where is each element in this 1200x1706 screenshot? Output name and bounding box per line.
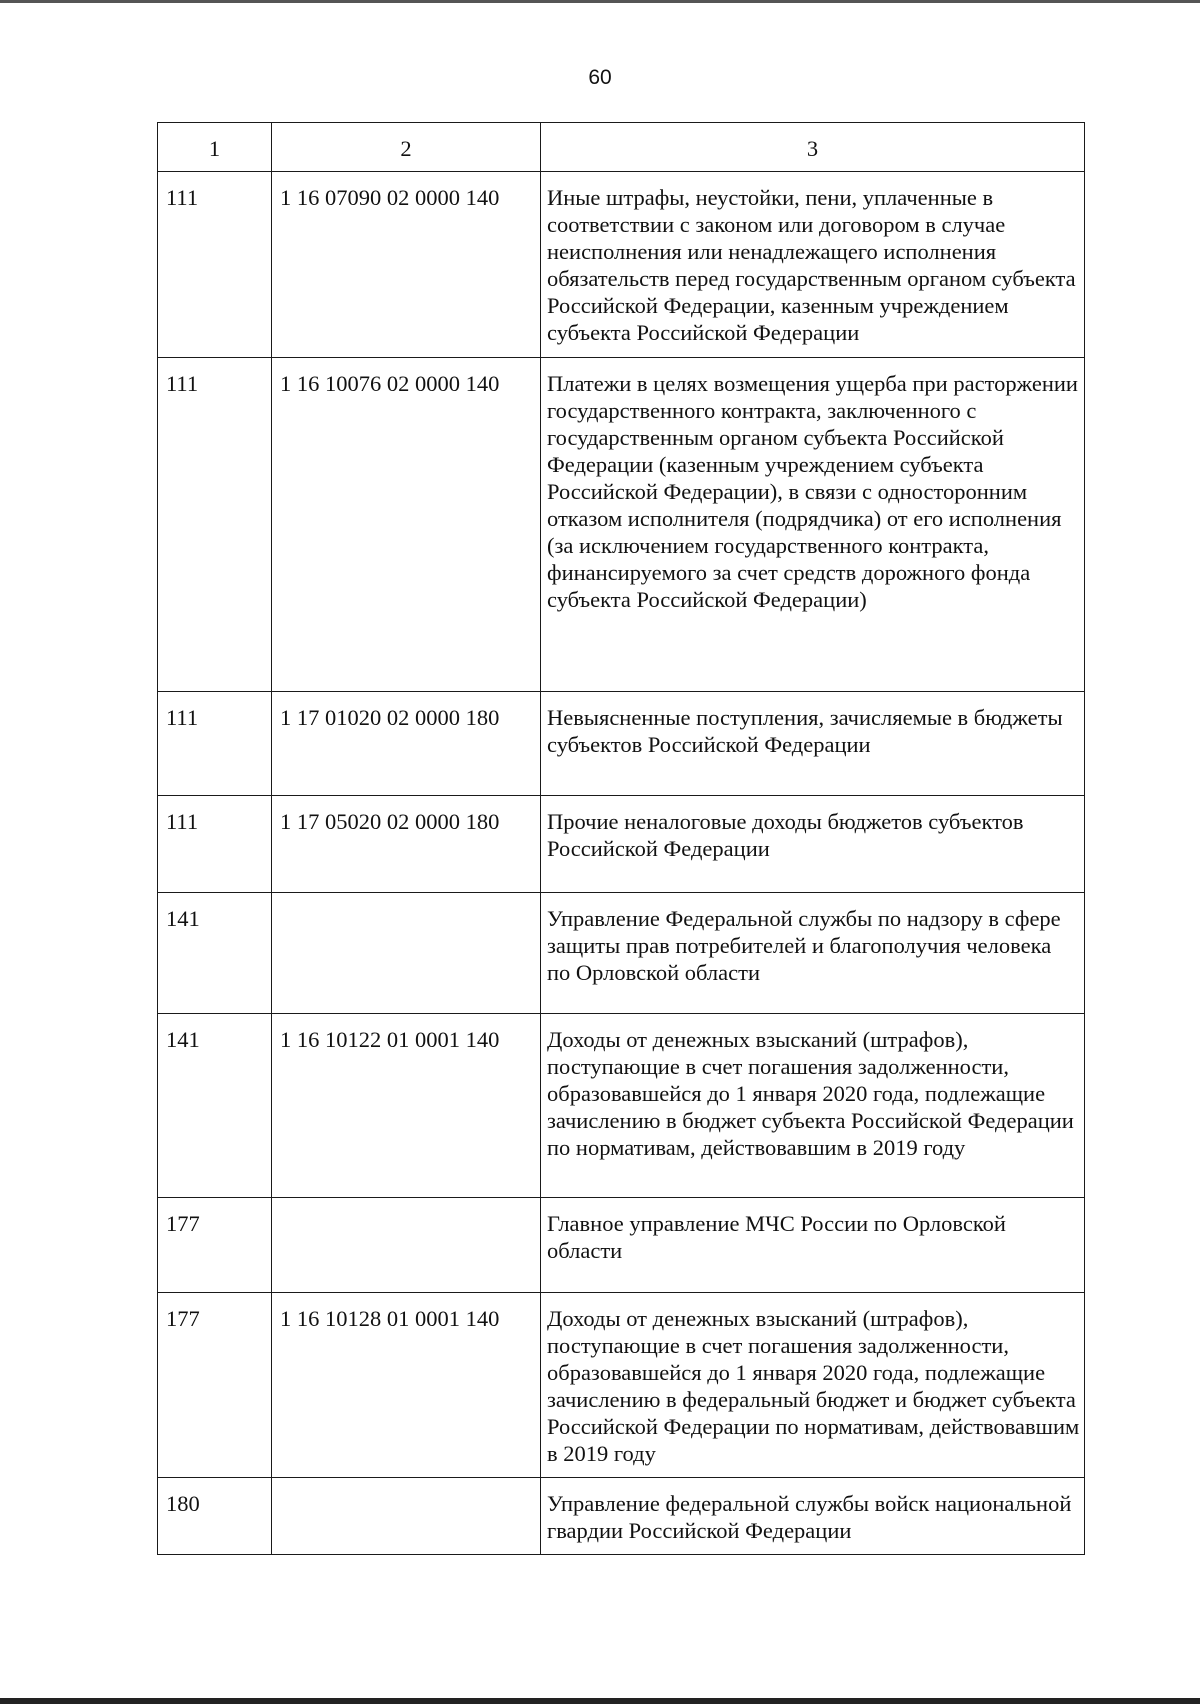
- page-number: 60: [588, 66, 612, 89]
- scan-edge-top: [0, 0, 1200, 3]
- revenue-name-cell: Платежи в целях возмещения ущерба при расторжении государственного контракта, заключенного с государственным органом субъекта Российской Федерации (казенным учреждением субъекта Российской Федерации), в связи с односторонним отказом исполнителя (подрядчика) от его исполнения (за исключением государственного контракта, финансируемого за счет средств дорожного фонда субъекта Российской Федерации): [541, 358, 1085, 692]
- revenue-name-cell: Иные штрафы, неустойки, пени, уплаченные в соответствии с законом или договором в случае неисполнения или ненадлежащего исполнения обязательств перед государственным органом субъекта Российской Федерации, казенным учреждением субъекта Российской Федерации: [541, 172, 1085, 358]
- revenue-name-cell: Прочие неналоговые доходы бюджетов субъектов Российской Федерации: [541, 796, 1085, 893]
- column-header-1: 1: [158, 123, 272, 172]
- admin-code-cell: 111: [158, 692, 272, 796]
- revenue-codes-table: [157, 122, 1085, 1555]
- table-row: [158, 172, 1085, 358]
- admin-code-cell: 141: [158, 1014, 272, 1198]
- kbk-code-cell: [272, 1198, 541, 1293]
- table-row: [158, 893, 1085, 1014]
- table-row: [158, 1198, 1085, 1293]
- admin-code-cell: 111: [158, 172, 272, 358]
- admin-code-cell: 111: [158, 358, 272, 692]
- kbk-code-cell: [272, 1478, 541, 1555]
- table-row: [158, 796, 1085, 893]
- kbk-code-cell: 1 16 10076 02 0000 140: [272, 358, 541, 692]
- revenue-name-cell: Доходы от денежных взысканий (штрафов), поступающие в счет погашения задолженности, образовавшейся до 1 января 2020 года, подлежащие зачислению в бюджет субъекта Российской Федерации по нормативам, действовавшим в 2019 году: [541, 1014, 1085, 1198]
- table-row: [158, 1293, 1085, 1478]
- kbk-code-cell: 1 17 05020 02 0000 180: [272, 796, 541, 893]
- admin-code-cell: 111: [158, 796, 272, 893]
- kbk-code-cell: [272, 893, 541, 1014]
- table-header-row: [158, 123, 1085, 172]
- table-row: [158, 1478, 1085, 1555]
- kbk-code-cell: 1 16 10128 01 0001 140: [272, 1293, 541, 1478]
- kbk-code-cell: 1 16 07090 02 0000 140: [272, 172, 541, 358]
- column-header-3: 3: [541, 123, 1085, 172]
- admin-code-cell: 180: [158, 1478, 272, 1555]
- revenue-name-cell: Невыясненные поступления, зачисляемые в бюджеты субъектов Российской Федерации: [541, 692, 1085, 796]
- table-row: [158, 692, 1085, 796]
- admin-code-cell: 177: [158, 1198, 272, 1293]
- revenue-name-cell: Управление федеральной службы войск национальной гвардии Российской Федерации: [541, 1478, 1085, 1555]
- revenue-name-cell: Доходы от денежных взысканий (штрафов), поступающие в счет погашения задолженности, образовавшейся до 1 января 2020 года, подлежащие зачислению в федеральный бюджет и бюджет субъекта Российской Федерации по нормативам, действовавшим в 2019 году: [541, 1293, 1085, 1478]
- column-header-2: 2: [272, 123, 541, 172]
- revenue-name-cell: Главное управление МЧС России по Орловской области: [541, 1198, 1085, 1293]
- table-row: [158, 358, 1085, 692]
- admin-code-cell: 141: [158, 893, 272, 1014]
- admin-code-cell: 177: [158, 1293, 272, 1478]
- scan-edge-bottom: [0, 1698, 1200, 1704]
- table-row: [158, 1014, 1085, 1198]
- kbk-code-cell: 1 16 10122 01 0001 140: [272, 1014, 541, 1198]
- revenue-name-cell: Управление Федеральной службы по надзору в сфере защиты прав потребителей и благополучия человека по Орловской области: [541, 893, 1085, 1014]
- kbk-code-cell: 1 17 01020 02 0000 180: [272, 692, 541, 796]
